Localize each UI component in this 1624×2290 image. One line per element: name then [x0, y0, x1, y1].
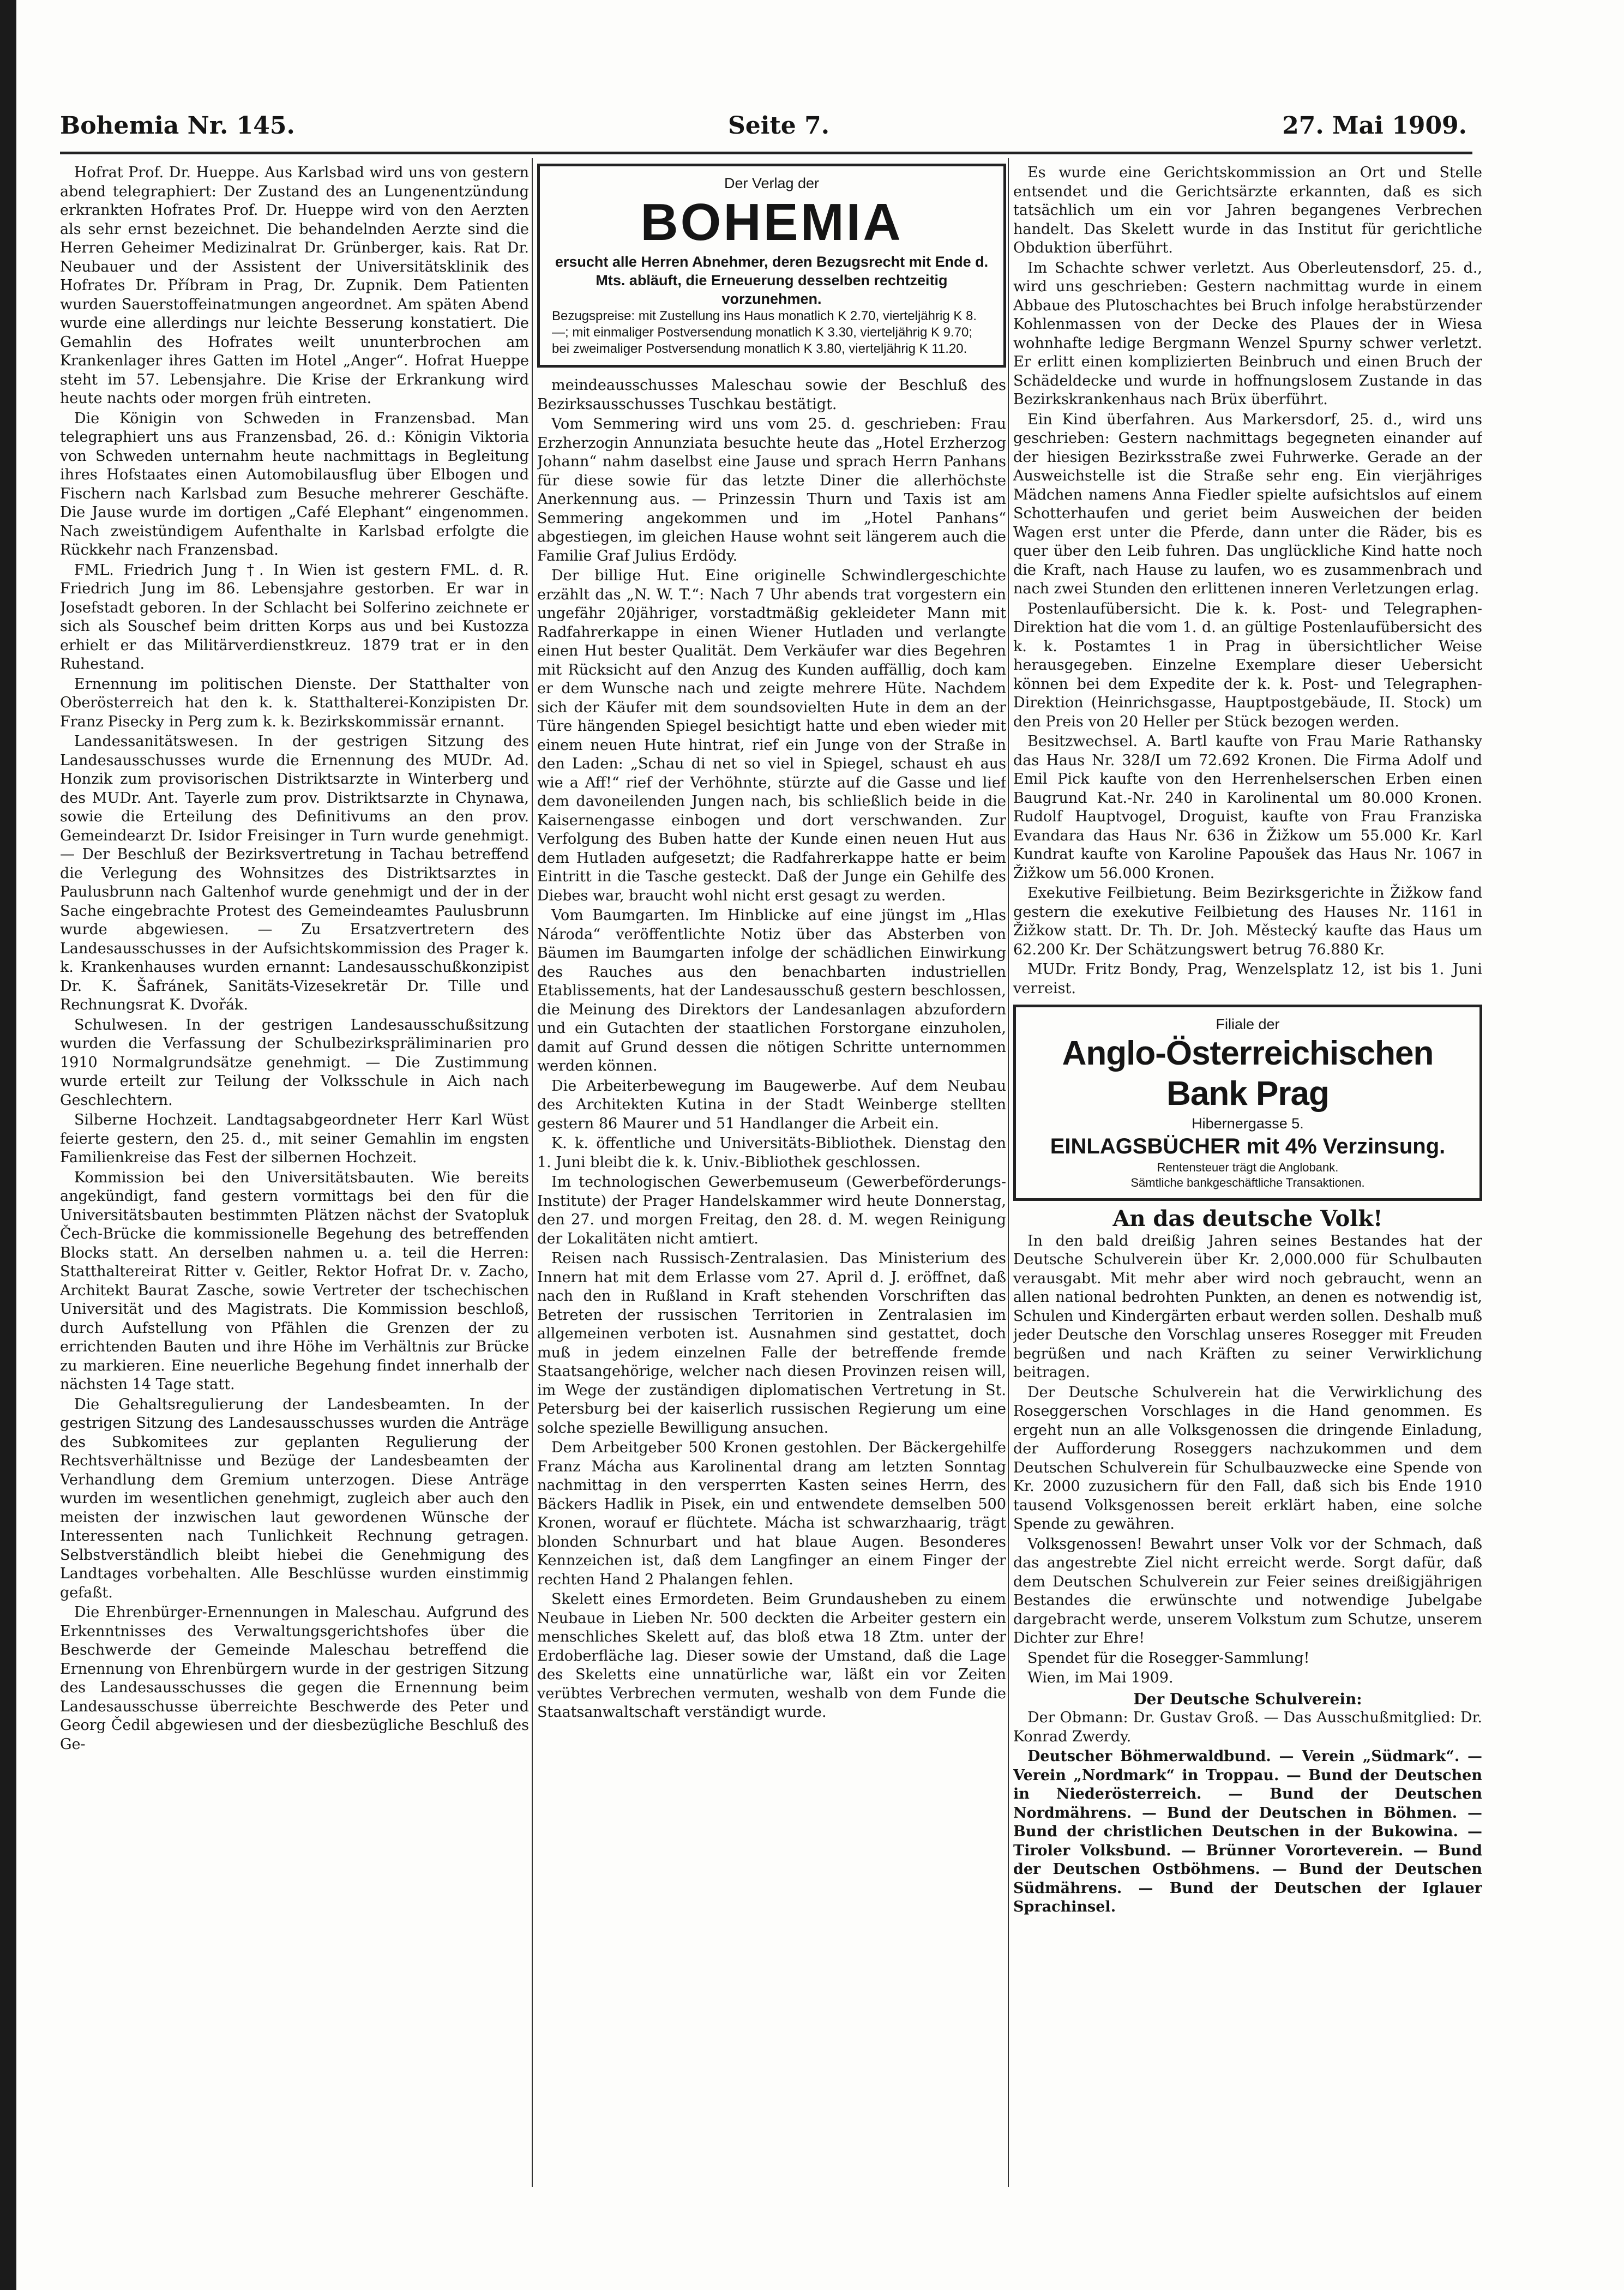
column-rule — [1008, 158, 1009, 2187]
article: Die Ehrenbürger-Ernennungen in Maleschau. Aufgrund des Erkenntnisses des Verwaltungsgerichtshofes über die Beschwerde der Gemeinde Maleschau betreffend die Ernennung von Ehrenbürgern wurde in der gestrigen Sitzung des Landesausschusses die gegen die Ernennung beim Landesausschusse überreichte Beschwerde des Peter und Georg Čedil abgewiesen und der diesbezügliche Beschluß des Ge- — [60, 1604, 529, 1753]
article: Vom Semmering wird uns vom 25. d. geschrieben: Frau Erzherzogin Annunziata besuchte heute das „Hotel Erzherzog Johann“ nahm daselbst eine Jause und sprach Herrn Panhans für diese sowie für das letzte Diner die allerhöchste Anerkennung aus. — Prinzessin Thurn und Taxis ist am Semmering angekommen und im „Hotel Panhans“ abgestiegen, im gleichen Hause wohnt seit längerem auch die Familie Graf Julius Erdödy. — [537, 416, 1006, 564]
ad-line: Hibernergasse 5. — [1192, 1115, 1304, 1132]
article: Skelett eines Ermordeten. Beim Grundausheben zu einem Neubaue in Lieben Nr. 500 deckten die Arbeiter gestern ein menschliches Skelett auf, das bloß etwa 18 Ztm. unter der Erdoberfläche lag. Dieser sowie der Umstand, daß die Lage des Skeletts eine unnatürliche war, läßt ein vor Zeiten verübtes Verbrechen vermuten, weshalb von dem Funde die Staatsanwaltschaft verständigt wurde. — [537, 1591, 1006, 1721]
article: Exekutive Feilbietung. Beim Bezirksgerichte in Žižkow fand gestern die exekutive Feilbietung des Hauses Nr. 1161 in Žižkow statt. Dr. Th. Dr. Joh. Městecký kaufte das Haus um 62.200 Kr. Der Schätzungswert betrug 76.880 Kr. — [1013, 885, 1482, 958]
article: Kommission bei den Universitätsbauten. Wie bereits angekündigt, fand gestern vormittags bei den für die Universitätsbauten bestimmten Plätzen nächst der Svatopluk Čech-Brücke die kommissionelle Begehung des betreffenden Blocks statt. An derselben nahmen u. a. teil die Herren: Statthaltereirat Ritter v. Geitler, Rektor Hofrat Dr. v. Zacho, Architekt Baurat Zasche, sowie Vertreter der tschechischen Universität und des Magistrats. Die Kommission beschloß, durch Aufstellung von Pfählen die Grenzen der zu errichtenden Bauten und ihre Höhe im Verhältnis zur Brücke zu markieren. Eine neuerliche Begehung findet innerhalb der nächsten 14 Tage statt. — [60, 1169, 529, 1393]
article: Ernennung im politischen Dienste. Der Statthalter von Oberösterreich hat den k. k. Statthalterei-Konzipisten Dr. Franz Pisecky in Perg zum k. k. Bezirkskommissär ernannt. — [60, 675, 529, 730]
appeal-place: Wien, im Mai 1909. — [1027, 1669, 1174, 1686]
bohemia-subscription-ad — [537, 164, 1006, 368]
appeal-paragraph: Der Deutsche Schulverein hat die Verwirklichung des Roseggerschen Vorschlages in die Hand genommen. Es ergeht nun an alle Volksgenossen die dringende Einladung, der Aufforderung Roseggers nachzukommen und dem Deutschen Schulverein für Schulbauzwecke eine Spende von Kr. 2000 zuzusichern für den Fall, daß sich bis Ende 1910 tausend Volksgenossen bereit erklärt haben, eine solche Spende zu gewähren. — [1013, 1384, 1482, 1532]
article: Silberne Hochzeit. Landtagsabgeordneter Herr Karl Wüst feierte gestern, den 25. d., mit seiner Gemahlin im engsten Familienkreise das Fest der silbernen Hochzeit. — [60, 1111, 529, 1166]
ad-line: Filiale der — [1216, 1016, 1280, 1032]
appeal-title: An das deutsche Volk! — [1112, 1206, 1383, 1231]
article: Die Gehaltsregulierung der Landesbeamten. In der gestrigen Sitzung des Landesausschusses wurden die Anträge des Subkomitees zur geplanten Regulierung der Rechtsverhältnisse und Bezüge der Landesbeamten der Verhandlung dem Gremium unterzogen. Diese Anträge wurden im wesentlichen genehmigt, zugleich aber auch den meisten der inzwischen laut gewordenen Wünsche der Interessenten nach Tunlichkeit Rechnung getragen. Selbstverständlich bleibt hiebei die Genehmigung des Landtages vorbehalten. Alle Beschlüsse wurden einstimmig gefaßt. — [60, 1396, 529, 1601]
column-rule — [532, 158, 533, 2187]
article: Schulwesen. In der gestrigen Landesausschußsitzung wurden die Verfassung der Schulbezirkspräliminarien pro 1910 Normalgrundsätze genehmigt. — Die Zustimmung wurde erteilt zur Teilung der Volksschule in Aich nach Geschlechtern. — [60, 1016, 529, 1109]
article: Die Arbeiterbewegung im Baugewerbe. Auf dem Neubau des Architekten Kutina in der Stadt Weinberge stellten gestern 86 Maurer und 51 Handlanger die Arbeit ein. — [537, 1077, 1006, 1132]
issue-date: 27. Mai 1909. — [1282, 112, 1467, 140]
page-number: Seite 7. — [728, 112, 830, 140]
article: Reisen nach Russisch-Zentralasien. Das Ministerium des Innern hat mit dem Erlasse vom 27. April d. J. eröffnet, daß nach den in Rußland in Kraft stehenden Vorschriften das Betreten der russischen Territorien in Zentralasien im allgemeinen verboten ist. Ausnahmen sind gestattet, doch muß in jedem einzelnen Falle der betreffende fremde Staatsangehörige, welcher nach diesen Provinzen reisen will, im Wege der zuständigen diplomatischen Vertretung in St. Petersburg bei der kaiserlich russischen Regierung um eine solche spezielle Bewilligung ansuchen. — [537, 1250, 1006, 1436]
appeal-paragraph: Spendet für die Rosegger-Sammlung! — [1027, 1649, 1310, 1667]
column-1 — [60, 164, 529, 2181]
article: Die Königin von Schweden in Franzensbad. Man telegraphiert uns aus Franzensbad, 26. d.: Königin Viktoria von Schweden unternahm heute nachmittags in Begleitung ihres Hofstaates einen Automobilausflug über Elbogen und Fischern nach Karlsbad zum Besuche mehrerer Geschäfte. Die Jause wurde im dortigen „Café Elephant“ eingenommen. Nach zweistündigem Aufenthalte in Karlsbad erfolgte die Rückkehr nach Franzensbad. — [60, 410, 529, 558]
appeal-paragraph: In den bald dreißig Jahren seines Bestandes hat der Deutsche Schulverein über Kr. 2,000.000 für Schulbauten verausgabt. Mit mehr aber wird noch gebraucht, wenn an allen national bedrohten Punkten, an denen es notwendig ist, Schulen und Kindergärten erbaut werden sollen. Deshalb muß jeder Deutsche den Vorschlag unseres Rosegger mit Freuden begrüßen und nach Kräften zu seiner Verwirklichung beitragen. — [1013, 1232, 1482, 1381]
article: Hofrat Prof. Dr. Hueppe. Aus Karlsbad wird uns von gestern abend telegraphiert: Der Zustand des an Lungenentzündung erkrankten Hofrates Prof. Dr. Hueppe wird von den Aerzten als sehr ernst bezeichnet. Die behandelnden Aerzte sind die Herren Geheimer Medizinalrat Dr. Grünberger, kais. Rat Dr. Neubauer und der Assistent der Universitätsklinik des Hofrates Dr. Příbram in Prag, Dr. Zupnik. Dem Patienten wurden Sauerstoffeinatmungen angeordnet. Am späten Abend wurde eine allerdings nur leichte Besserung konstatiert. Die Gemahlin des Hofrates weilt ununterbrochen am Krankenlager ihres Gatten im Hotel „Anger“. Hofrat Hueppe steht im 57. Lebensjahre. Die Krise der Erkrankung wird heute nachts oder morgen früh eintreten. — [60, 164, 529, 407]
article: meindeausschusses Maleschau sowie der Beschluß des Bezirksausschusses Tuschkau bestätigt. — [537, 377, 1006, 413]
article: Besitzwechsel. A. Bartl kaufte von Frau Marie Rathansky das Haus Nr. 328/I um 72.692 Kronen. Die Firma Adolf und Emil Pick kaufte von den Herrenhelserschen Erben einen Baugrund Kat.-Nr. 240 in Karolinental um 80.000 Kronen. Rudolf Hauptvogel, Droguist, kaufte von Frau Franziska Evandara das Haus Nr. 636 in Žižkow um 55.000 Kr. Karl Kundrat kaufte von Karoline Papoušek das Haus Nr. 1067 in Žižkow um 56.000 Kronen. — [1013, 733, 1482, 882]
article: Postenlaufübersicht. Die k. k. Post- und Telegraphen-Direktion hat die vom 1. d. an gültige Postenlaufübersicht des k. k. Postamtes 1 in Prag in übersichtlicher Weise herausgegeben. Einzelne Exemplare dieser Uebersicht können bei dem Expedite der k. k. Post- und Telegraphen-Direktion (Heinrichsgasse, Hauptpostgebäude, II. Stock) um den Preis von 20 Heller per Stück bezogen werden. — [1013, 600, 1482, 730]
article: MUDr. Fritz Bondy, Prag, Wenzelsplatz 12, ist bis 1. Juni verreist. — [1013, 961, 1482, 997]
article: Im Schachte schwer verletzt. Aus Oberleutensdorf, 25. d., wird uns geschrieben: Gestern nachmittag wurde in einem Abbaue des Plutoschachtes bei Bruch infolge herabstürzender Kohlenmassen von der Decke des Plaues der in Wiesa wohnhafte ledige Bergmann Wenzel Spurny schwer verletzt. Er erlitt einen komplizierten Beinbruch und einen Bruch der Schädeldecke und wurde in hoffnungslosem Zustande in das Bezirkskrankenhaus nach Brüx überführt. — [1013, 259, 1482, 408]
appeal-org: Der Deutsche Schulverein: — [1133, 1690, 1362, 1708]
ad-line: Sämtliche bankgeschäftliche Transaktionen. — [1130, 1176, 1365, 1189]
article: K. k. öffentliche und Universitäts-Bibliothek. Dienstag den 1. Juni bleibt die k. k. Univ.-Bibliothek geschlossen. — [537, 1135, 1006, 1171]
article: Der billige Hut. Eine originelle Schwindlergeschichte erzählt das „N. W. T.“: Nach 7 Uhr abends trat vorgestern ein ungefähr 20jähriger, vorstadtmäßig gekleideter Mann mit Radfahrerkappe in einen Wiener Hutladen und verlangte einen Hut bester Qualität. Dem Verkäufer war dies Begehren mit Rücksicht auf den Anzug des Kunden auffällig, doch kam er dem Wunsche nach und zeigte mehrere Hüte. Nachdem sich der Käufer mit dem soundsovielten Hute in dem an der Türe hängenden Spiegel besichtigt hatte und eben wieder mit einem neuen Hute hintrat, rief ein Junge von der Straße in den Laden: „Schau di net so viel in Spiegel, schaust eh aus wie a Aff!“ rief der Verhöhnte, stürzte auf die Gasse und lief dem davoneilenden Jungen nach, bis schließlich beide in die Kaisernengasse einbogen und dort verschwanden. Zur Verfolgung des Buben hatte der Kunde einen neuen Hut aus dem Hutladen aufgesetzt; die Radfahrerkappe hatte er beim Eintritt in die Tasche gesteckt. Daß der Junge ein Gehilfe des Diebes war, braucht wohl nicht erst gesagt zu werden. — [537, 567, 1006, 904]
article: Im technologischen Gewerbemuseum (Gewerbeförderungs-Institute) der Prager Handelskammer wird heute Donnerstag, den 27. und morgen Freitag, den 28. d. M. wegen Reinigung der Lokalitäten nicht amtiert. — [537, 1174, 1006, 1247]
article: Ein Kind überfahren. Aus Markersdorf, 25. d., wird uns geschrieben: Gestern nachmittags begegneten einander auf der hiesigen Bezirksstraße zwei Fuhrwerke. Gerade an der Ausweichstelle ist die Straße sehr eng. Ein vierjähriges Mädchen namens Anna Fiedler spielte aufsichtslos auf einem Schotterhaufen und geriet beim Ausweichen der beiden Wagen erst unter die Pferde, dann unter die Räder, bis es quer über den Leib fuhren. Das unglückliche Kind hatte noch die Kraft, nach Hause zu laufen, wo es zusammenbrach und nach zwei Stunden den erlittenen inneren Verletzungen erlag. — [1013, 411, 1482, 597]
ad-line: EINLAGSBÜCHER mit 4% Verzinsung. — [1050, 1134, 1446, 1158]
column-2 — [537, 164, 1006, 2181]
header-rule — [60, 152, 1472, 154]
ad-line: Rentensteuer trägt die Anglobank. — [1157, 1161, 1339, 1174]
article: Vom Baumgarten. Im Hinblicke auf eine jüngst im „Hlas Národa“ veröffentlichte Notiz über das Absterben von Bäumen im Baumgarten infolge der schädlichen Einwirkung des Rauches aus den benachbarten industriellen Etablissements, hat der Landesausschuß gestern beschlossen, die Meinung des Direktors der Landesanlagen abzufordern und ein Gutachten der staatlichen Forstorgane einzuholen, damit auf Grund dessen die nötigen Schritte unternommen werden können. — [537, 907, 1006, 1074]
appeal-supporters: Deutscher Böhmerwaldbund. — Verein „Südmark“. — Verein „Nordmark“ in Troppau. — Bund der Deutschen in Niederösterreich. — Bund der Deutschen Nordmährens. — Bund der Deutschen in Böhmen. — Bund der christlichen Deutschen in der Bukowina. — Tiroler Volksbund. — Brünner Vororteverein. — Bund der Deutschen Ostböhmens. — Bund der Deutschen Südmährens. — Bund der Deutschen der Iglauer Sprachinsel. — [1013, 1748, 1482, 1915]
article: Landessanitätswesen. In der gestrigen Sitzung des Landesausschusses wurde die Ernennung des MUDr. Ad. Honzik zum provisorischen Distriktsarzte in Winterberg und des MUDr. Ant. Tayerle zum prov. Distriktsarzte in Chynawa, sowie die Erteilung des Definitivums an den prov. Gemeindearzt Dr. Isidor Freisinger in Turn wurde genehmigt. — Der Beschluß der Bezirksvertretung in Tachau betreffend die Verlegung des Wohnsitzes des Distriktsarztes in Paulusbrunn nach Galtenhof wurde genehmigt und der in der Sache eingebrachte Protest des Gemeindeamtes Paulusbrunn wurde abgewiesen. — Zu Ersatzvertretern des Landesausschusses in der Aufsichtskommission des Prager k. k. Krankenhauses wurden ernannt: Landesausschußkonzipist Dr. K. Šafránek, Sanitäts-Vizesekretär Dr. Tille und Rechnungsrat K. Dvořák. — [60, 733, 529, 1013]
column-3 — [1013, 164, 1482, 2181]
ad-line: ersucht alle Herren Abnehmer, deren Bezugsrecht mit Ende d. Mts. abläuft, die Erneuerung desselben rechtzeitig vorzunehmen. — [555, 254, 989, 307]
anglo-bank-ad — [1013, 1005, 1482, 1201]
article: Es wurde eine Gerichtskommission an Ort und Stelle entsendet und die Gerichtsärzte erkannten, daß es sich tatsächlich um ein vor Jahren begangenes Verbrechen handelt. Das Skelett wurde in das Institut für gerichtliche Obduktion überführt. — [1013, 164, 1482, 256]
page-header — [60, 112, 1467, 150]
article: FML. Friedrich Jung †. In Wien ist gestern FML. d. R. Friedrich Jung im 86. Lebensjahre gestorben. Er war in Josefstadt geboren. In der Schlacht bei Solferino zeichnete er sich als Souschef beim dritten Korps aus und bei Kustozza erhielt er das Militärverdienstkreuz. 1879 trat er in den Ruhestand. — [60, 561, 529, 672]
ad-line: Der Verlag der — [724, 175, 820, 191]
article: Dem Arbeitgeber 500 Kronen gestohlen. Der Bäckergehilfe Franz Mácha aus Karolinental drang am letzten Sonntag nachmittag in den versperrten Kasten seines Herrn, des Bäckers Hadlik in Pisek, ein und entwendete demselben 500 Kronen, worauf er flüchtete. Mácha ist schwarzhaarig, trägt blonden Schnurbart und hat blaue Augen. Besonderes Kennzeichen ist, daß dem Langfinger an einem Finger der rechten Hand 2 Phalangen fehlen. — [537, 1439, 1006, 1588]
appeal-signatures: Der Obmann: Dr. Gustav Groß. — Das Ausschußmitglied: Dr. Konrad Zwerdy. — [1013, 1709, 1482, 1745]
bank-name: Anglo-Österreichischen Bank Prag — [1062, 1035, 1434, 1113]
ad-prices: Bezugspreise: mit Zustellung ins Haus monatlich K 2.70, vierteljährig K 8.—; mit einmaliger Postversendung monatlich K 3.30, vierteljährig K 9.70; bei zweimaliger Postversendung monatlich K 3.80, vierteljährig K 11.20. — [552, 309, 977, 356]
page-edge — [0, 0, 16, 2290]
appeal-paragraph: Volksgenossen! Bewahrt unser Volk vor der Schmach, daß das angestrebte Ziel nicht erreicht werde. Sorgt dafür, daß dem Deutschen Schulverein zur Feier seines dreißigjährigen Bestandes die erwünschte und notwendige Jubelgabe dargebracht werde, unserem Volkstum zum Schutze, unserem Dichter zur Ehre! — [1013, 1535, 1482, 1646]
bohemia-logo: BOHEMIA — [640, 193, 903, 251]
paper-issue: Bohemia Nr. 145. — [60, 112, 295, 140]
